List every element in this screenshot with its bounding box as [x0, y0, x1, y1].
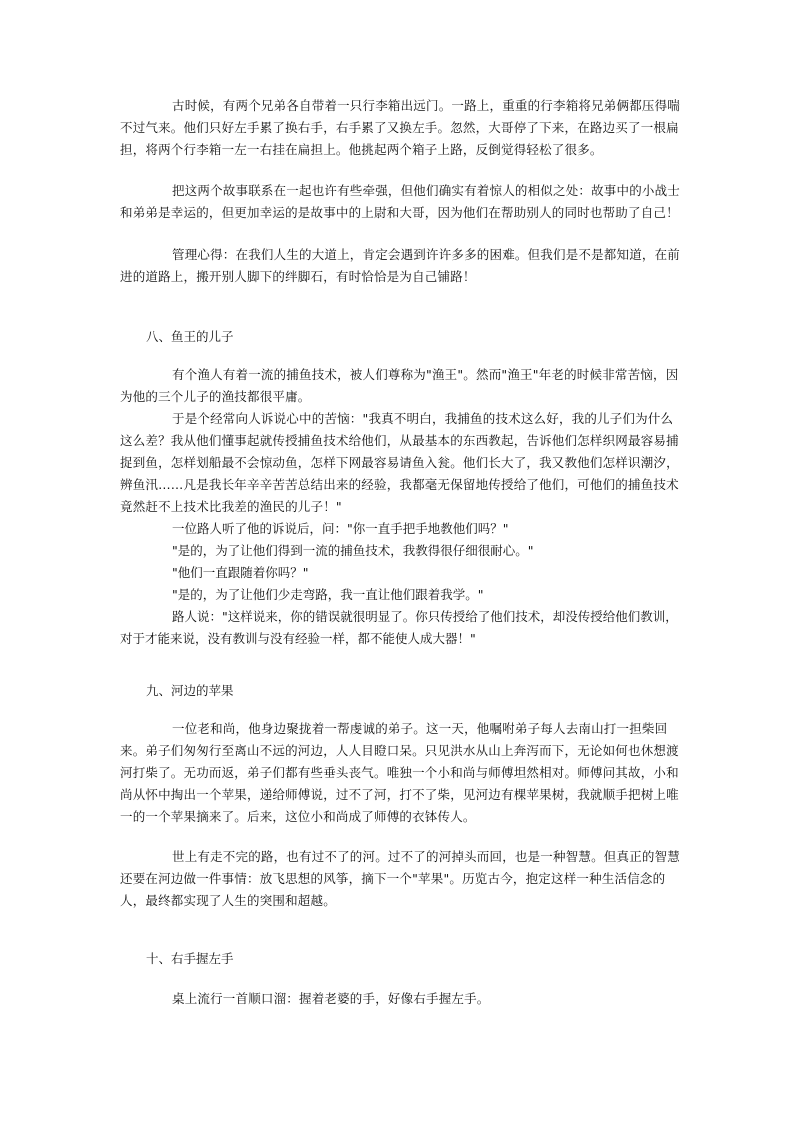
- paragraph-fisher-king-intro: 有个渔人有着一流的捕鱼技术，被人们尊称为"渔王"。然而"渔王"年老的时候非常苦恼，因为他的三个儿子的渔技都很平庸。: [120, 367, 679, 404]
- paragraph-fisher-king-complaint: 于是个经常向人诉说心中的苦恼："我真不明白，我捕鱼的技术这么好，我的儿子们为什么这么差？我从他们懂事起就传授捕鱼技术给他们，从最基本的东西教起，告诉他们怎样织网最容易捕捉到鱼，怎样划船最不会惊动鱼，怎样下网最容易请鱼入瓮。他们长大了，我又教他们怎样识潮汐，辨鱼汛……凡是我长年辛辛苦苦总结出来的经验，我都毫无保留地传授给了他们，可他们的捕鱼技术竟然赶不上技术比我差的渔民的儿子！": [120, 411, 679, 514]
- paragraph-brothers-luggage: 古时候，有两个兄弟各自带着一只行李箱出远门。一路上，重重的行李箱将兄弟俩都压得喘不过气来。他们只好左手累了换右手，右手累了又换左手。忽然，大哥停了下来，在路边买了一根扁担，将两个行李箱一左一右挂在扁担上。他挑起两个箱子上路，反倒觉得轻松了很多。: [120, 98, 681, 157]
- paragraph-right-hand-left-hand: 桌上流行一首顺口溜：握着老婆的手，好像右手握左手。: [172, 991, 490, 1006]
- dialogue-line: "他们一直跟随着你吗？": [172, 565, 309, 580]
- paragraph-story-connection: 把这两个故事联系在一起也许有些牵强，但他们确实有着惊人的相似之处：故事中的小战士和弟弟是幸运的，但更加幸运的是故事中的上尉和大哥，因为他们在帮助别人的同时也帮助了自己！: [120, 183, 681, 220]
- dialogue-line: 一位路人听了他的诉说后，问："你一直手把手地教他们吗？": [172, 521, 509, 536]
- section-heading-8: 八、鱼王的儿子: [146, 329, 234, 344]
- section-heading-10: 十、右手握左手: [146, 951, 234, 966]
- dialogue-line: "是的，为了让他们少走弯路，我一直让他们跟着我学。": [172, 587, 484, 602]
- section-heading-9: 九、河边的苹果: [146, 683, 234, 698]
- paragraph-wisdom: 世上有走不完的路，也有过不了的河。过不了的河掉头而回，也是一种智慧。但真正的智慧还要在河边做一件事情：放飞思想的风筝，摘下一个"苹果"。历览古今，抱定这样一种生活信念的人，最终都实现了人生的突围和超越。: [120, 849, 681, 908]
- paragraph-management-insight: 管理心得：在我们人生的大道上，肯定会遇到许许多多的困难。但我们是不是都知道，在前进的道路上，搬开别人脚下的绊脚石，有时恰恰是为自己铺路！: [120, 247, 681, 284]
- dialogue-line: "是的，为了让他们得到一流的捕鱼技术，我教得很仔细很耐心。": [172, 543, 534, 558]
- dialogue-line: 路人说："这样说来，你的错误就很明显了。你只传授给了他们技术，却没传授给他们教训，对于才能来说，没有教训与没有经验一样，都不能使人成大器！": [120, 609, 678, 646]
- dialogue-block: [120, 518, 680, 650]
- paragraph-river-apple: 一位老和尚，他身边聚拢着一帮虔诚的弟子。这一天，他嘱咐弟子每人去南山打一担柴回来。弟子们匆匆行至离山不远的河边，人人目瞪口呆。只见洪水从山上奔泻而下，无论如何也休想渡河打柴了。无功而返，弟子们都有些垂头丧气。唯独一个小和尚与师傅坦然相对。师傅问其故，小和尚从怀中掏出一个苹果，递给师傅说，过不了河，打不了柴，见河边有棵苹果树，我就顺手把树上唯一的一个苹果摘来了。后来，这位小和尚成了师傅的衣钵传人。: [120, 721, 679, 824]
